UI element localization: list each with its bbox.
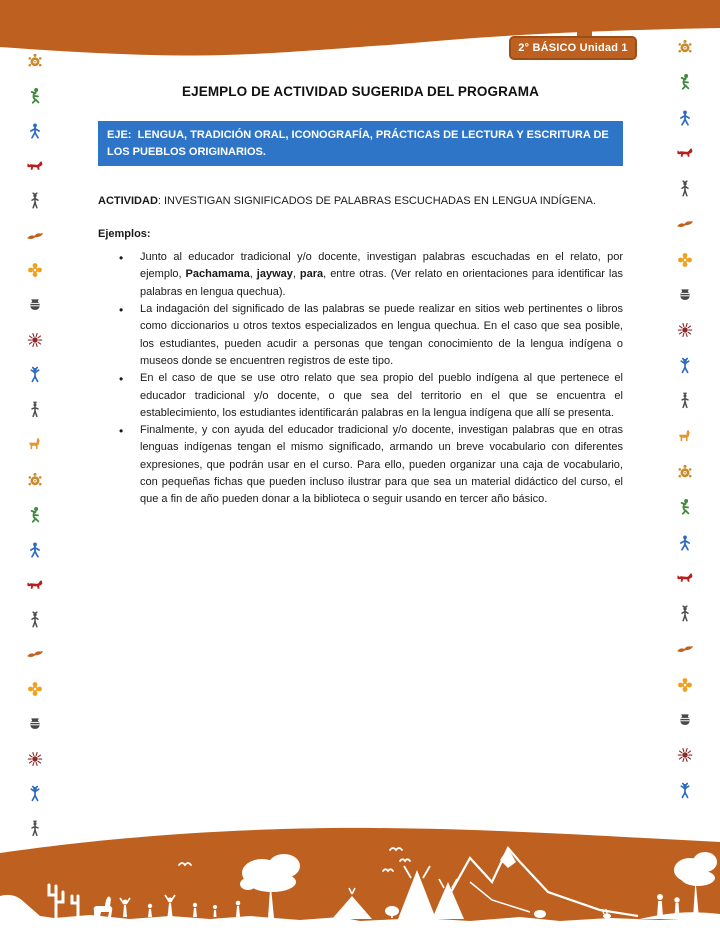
list-item: • La indagación del significado de las palabras se puede realizar en sitios web pertinentes o libros como diccionarios u otros textos especializados en lengua quechua. En el caso que sea posible, los estudiantes, pueden acudir a personas que tengan conocimiento de la lengua indígena o museos donde se encuentren registros de este tipo. (118, 301, 623, 370)
pot-icon (26, 715, 44, 733)
pot-icon (676, 711, 694, 729)
turtle-icon (676, 463, 694, 481)
blue-figure-icon (26, 122, 44, 140)
activity-label: ACTIVIDAD (98, 195, 158, 207)
person-jug-icon (676, 392, 694, 410)
unit-badge (509, 36, 637, 60)
turtle-icon (26, 471, 44, 489)
condor-icon (676, 640, 694, 658)
llama-icon (26, 436, 44, 454)
pot-icon (676, 286, 694, 304)
blue-dancer-icon (26, 366, 44, 384)
activity-line (98, 193, 623, 210)
person-icon (676, 180, 694, 198)
page-title: EJEMPLO DE ACTIVIDAD SUGERIDA DEL PROGRAMA (182, 84, 539, 99)
person-icon (676, 605, 694, 623)
green-dancer-icon (26, 506, 44, 524)
right-icon-border (667, 38, 703, 800)
blue-dancer-icon (676, 357, 694, 375)
flower-icon (676, 251, 694, 269)
blue-dancer-icon (676, 782, 694, 800)
left-icon-border (17, 52, 53, 838)
fox-icon (26, 576, 44, 594)
examples-heading: Ejemplos: (98, 228, 151, 241)
sun-icon (26, 331, 44, 349)
turtle-icon (676, 38, 694, 56)
flower-icon (676, 676, 694, 694)
sun-icon (676, 746, 694, 764)
green-dancer-icon (676, 498, 694, 516)
blue-figure-icon (676, 534, 694, 552)
flower-icon (26, 680, 44, 698)
turtle-icon (26, 52, 44, 70)
fox-icon (676, 569, 694, 587)
person-jug-icon (26, 401, 44, 419)
condor-icon (676, 215, 694, 233)
blue-figure-icon (676, 109, 694, 127)
eje-banner-text: EJE: LENGUA, TRADICIÓN ORAL, ICONOGRAFÍA, PRÁCTICAS DE LECTURA Y ESCRITURA DE LOS PUEBLOS ORIGINARIOS. (107, 129, 609, 158)
green-dancer-icon (676, 73, 694, 91)
green-dancer-icon (26, 87, 44, 105)
fox-icon (676, 144, 694, 162)
blue-figure-icon (26, 541, 44, 559)
activity-text: : INVESTIGAN SIGNIFICADOS DE PALABRAS ESCUCHADAS EN LENGUA INDÍGENA. (157, 195, 596, 207)
unit-badge-label: 2° BÁSICO Unidad 1 (518, 42, 628, 54)
footer-landscape-band (0, 822, 720, 932)
list-item: • Finalmente, y con ayuda del educador tradicional y/o docente, investigan palabras que en otras lenguas indígenas tengan el mismo significado, armando un breve vocabulario con diferentes expresiones, que podrán usar en el curso. Para ello, pueden organizar una caja de vocabulario, con pequeñas fichas que pueden incluso ilustrar para que sea un material didáctico del curso, el que a fin de año pueden donar a la biblioteca o seguir usando en tercer año básico. (118, 422, 623, 509)
list-item: • Junto al educador tradicional y/o docente, investigan palabras escuchadas en el relato, por ejemplo, Pachamama, jayway, para, entre otras. (Ver relato en orientaciones para identificar las palabras en lengua quechua). (118, 249, 623, 301)
person-icon (26, 192, 44, 210)
pot-icon (26, 296, 44, 314)
document-content (98, 84, 623, 509)
llama-icon (676, 428, 694, 446)
examples-list (98, 249, 623, 509)
flower-icon (26, 261, 44, 279)
fox-icon (26, 157, 44, 175)
sun-icon (26, 750, 44, 768)
eje-banner (98, 121, 623, 166)
condor-icon (26, 227, 44, 245)
blue-dancer-icon (26, 785, 44, 803)
condor-icon (26, 645, 44, 663)
list-item: • En el caso de que se use otro relato que sea propio del pueblo indígena al que pertenece el educador tradicional y/o docente, o que sea del territorio en el que se encuentra el establecimiento, los estudiantes identificarán palabras en la lengua indígena que allí se presenta. (118, 370, 623, 422)
sun-icon (676, 321, 694, 339)
person-icon (26, 611, 44, 629)
